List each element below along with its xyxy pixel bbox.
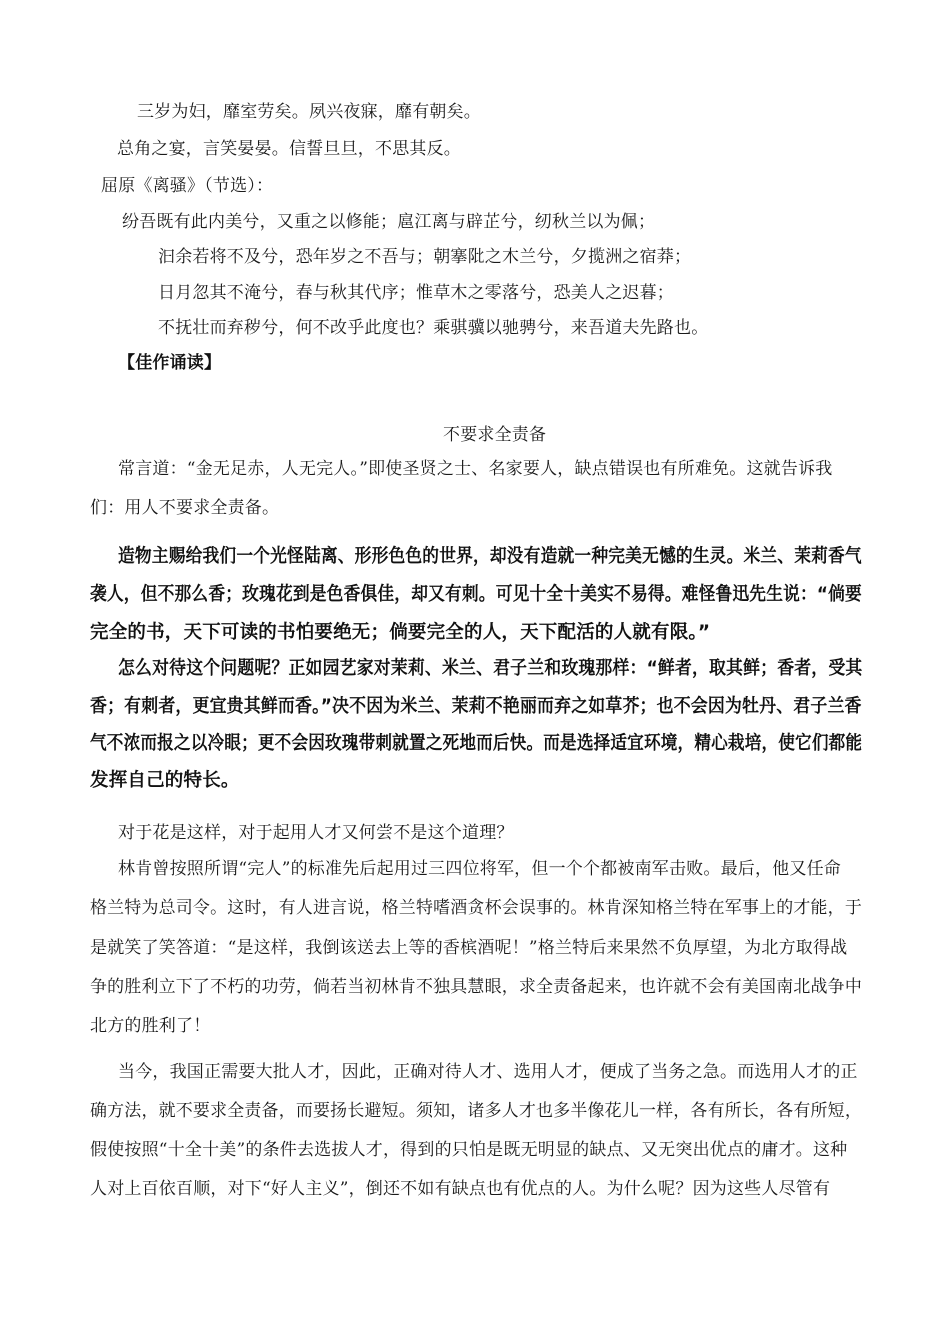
paragraph-line: 北方的胜利了！ bbox=[90, 1016, 211, 1036]
paragraph-line: 发挥自己的特长。 bbox=[90, 770, 240, 791]
paragraph-line: 袭人，但不那么香；玫瑰花到是色香俱佳，却又有刺。可见十全十美实不易得。难怪鲁迅先生说：“倘要 bbox=[90, 584, 862, 605]
paragraph-line: 们：用人不要求全责备。 bbox=[90, 498, 280, 518]
poem-line: 三岁为妇，靡室劳矣。夙兴夜寐，靡有朝矣。 bbox=[137, 102, 481, 122]
paragraph-line: 造物主赐给我们一个光怪陆离、形形色色的世界，却没有造就一种完美无憾的生灵。米兰、茉莉香气 bbox=[118, 546, 862, 567]
poem-line: 不抚壮而弃秽兮，何不改乎此度也？乘骐骥以驰骋兮，来吾道夫先路也。 bbox=[158, 318, 709, 338]
essay-title: 不要求全责备 bbox=[443, 425, 547, 445]
paragraph-line: 气不浓而报之以冷眼；更不会因玫瑰带刺就置之死地而后快。而是选择适宜环境，精心栽培，使它们都能 bbox=[90, 733, 863, 754]
paragraph-line: 对于花是这样，对于起用人才又何尝不是这个道理？ bbox=[118, 823, 514, 843]
paragraph-line: 确方法，就不要求全责备，而要扬长避短。须知，诸多人才也多半像花儿一样，各有所长，各有所短， bbox=[90, 1101, 862, 1121]
poem-heading: 屈原《离骚》（节选）： bbox=[101, 176, 274, 196]
paragraph-line: 怎么对待这个问题呢？正如园艺家对茉莉、米兰、君子兰和玫瑰那样：“鲜者，取其鲜；香者，受其 bbox=[118, 658, 863, 679]
poem-line: 总角之宴，言笑晏晏。信誓旦旦，不思其反。 bbox=[117, 139, 461, 159]
paragraph-line: 完全的书，天下可读的书怕要绝无；倘要完全的人，天下配活的人就有限。” bbox=[90, 622, 711, 643]
paragraph-line: 格兰特为总司令。这时，有人进言说，格兰特嗜酒贪杯会误事的。林肯深知格兰特在军事上的才能，于 bbox=[90, 898, 862, 918]
poem-line: 日月忽其不淹兮，春与秋其代序；惟草木之零落兮，恐美人之迟暮； bbox=[158, 283, 674, 303]
paragraph-line: 是就笑了笑答道：“是这样，我倒该送去上等的香槟酒呢！”格兰特后来果然不负厚望，为北方取得战 bbox=[90, 938, 848, 958]
poem-line: 纷吾既有此内美兮，又重之以修能；扈江离与辟芷兮，纫秋兰以为佩； bbox=[122, 212, 656, 232]
paragraph-line: 争的胜利立下了不朽的功劳，倘若当初林肯不独具慧眼，求全责备起来，也许就不会有美国南北战争中 bbox=[90, 977, 862, 997]
paragraph-line: 常言道：“金无足赤，人无完人。”即使圣贤之士、名家要人，缺点错误也有所难免。这就告诉我 bbox=[118, 459, 833, 479]
poem-line: 汩余若将不及兮，恐年岁之不吾与；朝搴阰之木兰兮，夕揽洲之宿莽； bbox=[158, 247, 692, 267]
paragraph-line: 香；有刺者，更宜贵其鲜而香。”决不因为米兰、茉莉不艳丽而弃之如草芥；也不会因为牡丹、君子兰香 bbox=[90, 696, 862, 717]
paragraph-line: 当今，我国正需要大批人才，因此，正确对待人才、选用人才，便成了当务之急。而选用人才的正 bbox=[118, 1062, 858, 1082]
paragraph-line: 林肯曾按照所谓“完人”的标准先后起用过三四位将军，但一个个都被南军击败。最后，他又任命 bbox=[118, 859, 841, 879]
paragraph-line: 人对上百依百顺，对下“好人主义”，倒还不如有缺点也有优点的人。为什么呢？因为这些人尽管有 bbox=[90, 1179, 831, 1199]
paragraph-line: 假使按照“十全十美”的条件去选拔人才，得到的只怕是既无明显的缺点、又无突出优点的庸才。这种 bbox=[90, 1140, 848, 1160]
section-heading: 【佳作诵读】 bbox=[118, 353, 222, 373]
